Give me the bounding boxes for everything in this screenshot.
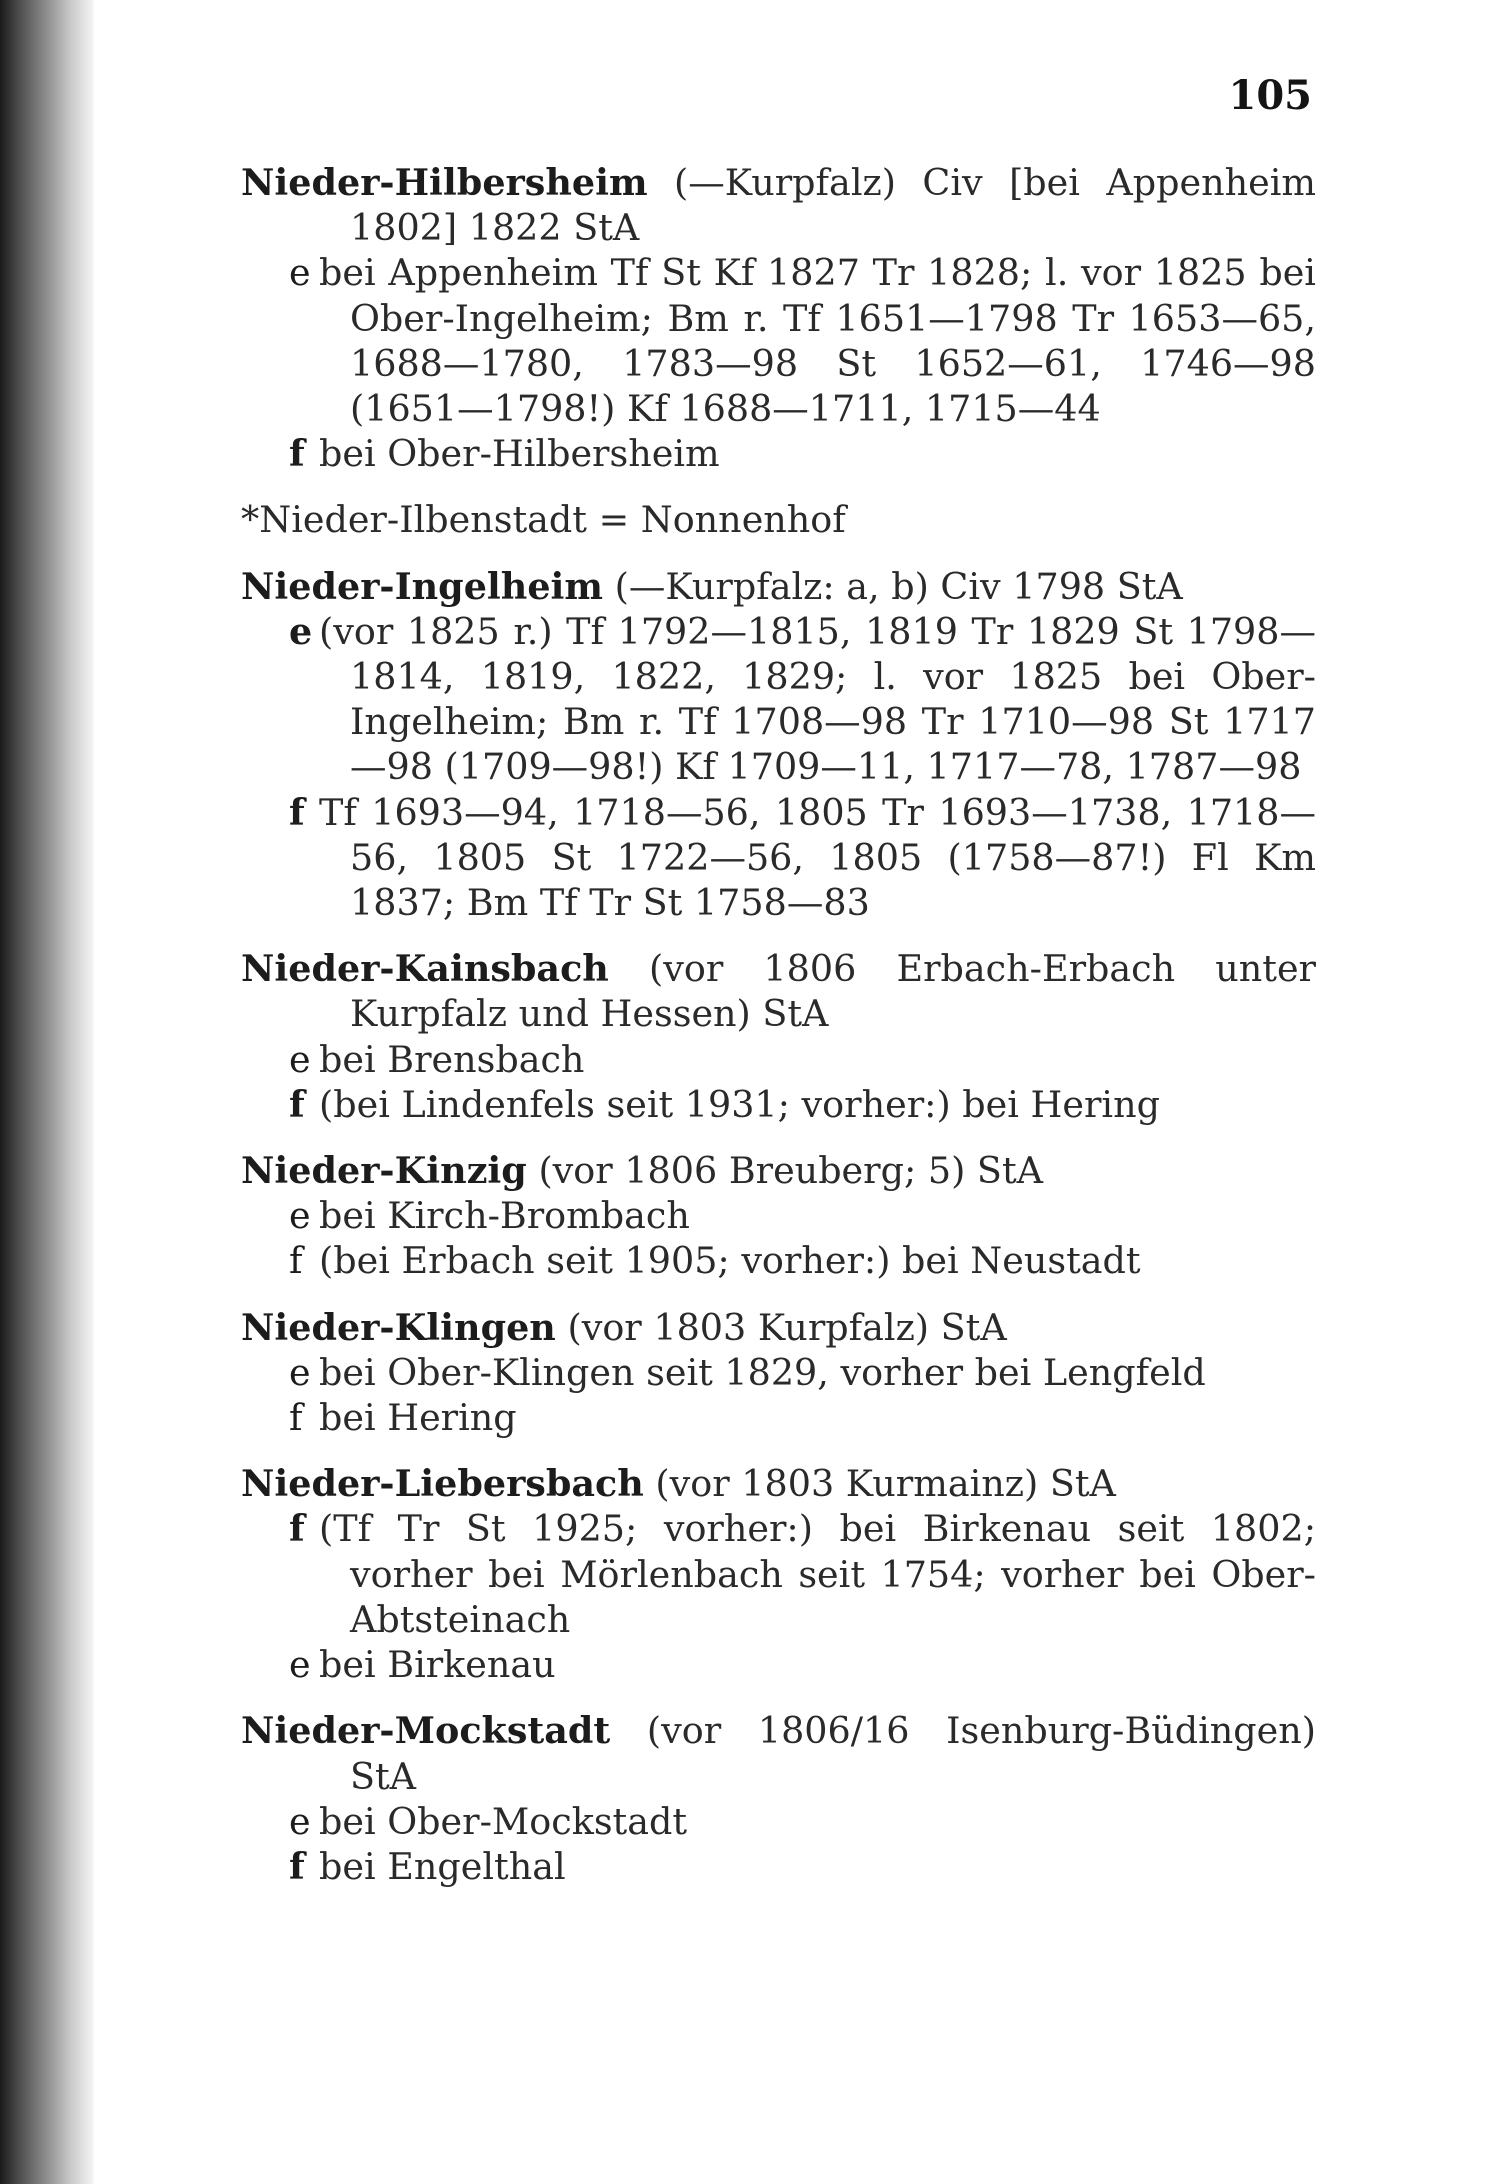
- gazetteer-text: [241, 160, 1316, 1910]
- entry-sub-text: bei Appenheim Tf St Kf 1827 Tr 1828; l. vor 1825 bei Ober-Ingelheim; Bm r. Tf 1651—1798 Tr 1653—65, 1688—1780, 1783—98 St 1652—61, 1746—98 (1651—1798!) Kf 1688—1711, 1715—44: [319, 251, 1316, 431]
- entry-sub-line: [241, 1037, 1316, 1082]
- page-number: 105: [1228, 72, 1312, 119]
- entry-sub-line: [241, 1082, 1316, 1127]
- entry-sub-text: Tf 1693—94, 1718—56, 1805 Tr 1693—1738, 1718—56, 1805 St 1722—56, 1805 (1758—87!) Fl Km 1837; Bm Tf Tr St 1758—83: [319, 790, 1316, 925]
- confession-marker: e: [289, 1194, 311, 1238]
- confession-marker: e: [289, 251, 311, 295]
- entry-nieder-kinzig: [241, 1148, 1316, 1284]
- entry-nieder-hilbersheim: [241, 160, 1316, 476]
- entry-heading: [241, 497, 1316, 542]
- entry-sub-text: (bei Erbach seit 1905; vorher:) bei Neustadt: [319, 1239, 1141, 1283]
- entry-sub-text: bei Birkenau: [319, 1643, 556, 1687]
- confession-marker: f: [289, 1239, 303, 1283]
- entry-sub-line: [241, 250, 1316, 431]
- entry-info: (—Kurpfalz: a, b) Civ 1798 StA: [614, 564, 1183, 608]
- entry-nieder-klingen: [241, 1305, 1316, 1441]
- entry-sub-text: bei Brensbach: [319, 1037, 585, 1081]
- entry-sub-text: bei Ober-Klingen seit 1829, vorher bei Lengfeld: [319, 1350, 1206, 1394]
- entry-headword: Nieder-Hilbersheim: [241, 161, 648, 204]
- entry-headword: Nieder-Ingelheim: [241, 564, 604, 608]
- entry-sub-line: [241, 1642, 1316, 1687]
- entry-sub-line: [241, 1506, 1316, 1642]
- entry-sub-line: [241, 790, 1316, 926]
- confession-marker: f: [289, 790, 305, 834]
- entry-info: = Nonnenhof: [598, 498, 846, 542]
- confession-marker: e: [289, 1799, 311, 1843]
- binding-gutter-shadow: [0, 0, 95, 2184]
- entry-headword: Nieder-Kainsbach: [241, 947, 609, 991]
- confession-marker: e: [289, 1643, 311, 1687]
- entry-info: (vor 1806 Breuberg; 5) StA: [538, 1149, 1043, 1193]
- entry-sub-line: [241, 1350, 1316, 1395]
- confession-marker: e: [289, 609, 313, 653]
- entry-nieder-mockstadt: [241, 1708, 1316, 1889]
- entry-heading: [241, 1461, 1316, 1506]
- entry-heading: [241, 946, 1316, 1036]
- entry-heading: [241, 1708, 1316, 1798]
- entry-info: (vor 1806 Erbach-Erbach unter Kurpfalz und Hessen) StA: [350, 947, 1316, 1036]
- entry-sub-text: (vor 1825 r.) Tf 1792—1815, 1819 Tr 1829 St 1798—1814, 1819, 1822, 1829; l. vor 1825 bei Ober-Ingelheim; Bm r. Tf 1708—98 Tr 1710—98 St 1717—98 (1709—98!) Kf 1709—11, 1717—78, 1787—98: [319, 609, 1316, 789]
- entry-nieder-ilbenstadt: [241, 497, 1316, 542]
- confession-marker: f: [289, 1396, 303, 1440]
- confession-marker: e: [289, 1350, 311, 1394]
- entry-sub-line: [241, 431, 1316, 476]
- entry-heading: [241, 160, 1316, 250]
- entry-sub-text: bei Kirch-Brombach: [319, 1194, 690, 1238]
- entry-sub-line: [241, 1844, 1316, 1889]
- entry-sub-line: [241, 1238, 1316, 1283]
- confession-marker: f: [289, 432, 305, 476]
- entry-sub-line: [241, 1395, 1316, 1440]
- entry-headword: Nieder-Mockstadt: [241, 1709, 611, 1753]
- entry-sub-line: [241, 609, 1316, 790]
- entry-info: (vor 1803 Kurmainz) StA: [655, 1462, 1116, 1506]
- entry-headword: Nieder-Liebersbach: [241, 1462, 644, 1506]
- entry-sub-text: bei Ober-Hilbersheim: [319, 432, 720, 476]
- entry-sub-text: bei Hering: [319, 1396, 517, 1440]
- entry-sub-line: [241, 1799, 1316, 1844]
- entry-headword: *Nieder-Ilbenstadt: [241, 498, 587, 542]
- confession-marker: e: [289, 1037, 311, 1081]
- entry-info: (vor 1806/16 Isenburg-Büdingen) StA: [350, 1709, 1316, 1798]
- entry-headword: Nieder-Klingen: [241, 1305, 556, 1349]
- entry-nieder-kainsbach: [241, 946, 1316, 1127]
- entry-sub-text: bei Ober-Mockstadt: [319, 1799, 688, 1843]
- entry-sub-text: bei Engelthal: [319, 1844, 566, 1888]
- entry-heading: [241, 564, 1316, 609]
- entry-info: (—Kurpfalz) Civ [bei Appenheim 1802] 1822 StA: [350, 161, 1316, 250]
- entry-headword: Nieder-Kinzig: [241, 1149, 527, 1193]
- entry-nieder-liebersbach: [241, 1461, 1316, 1687]
- confession-marker: f: [289, 1507, 305, 1551]
- entry-sub-line: [241, 1193, 1316, 1238]
- confession-marker: f: [289, 1844, 305, 1888]
- entry-sub-text: (bei Lindenfels seit 1931; vorher:) bei Hering: [319, 1082, 1160, 1126]
- entry-heading: [241, 1305, 1316, 1350]
- entry-heading: [241, 1148, 1316, 1193]
- entry-sub-text: (Tf Tr St 1925; vorher:) bei Birkenau seit 1802; vorher bei Mörlenbach seit 1754; vorher bei Ober-Abtsteinach: [319, 1507, 1316, 1641]
- confession-marker: f: [289, 1082, 305, 1126]
- entry-nieder-ingelheim: [241, 564, 1316, 926]
- entry-info: (vor 1803 Kurpfalz) StA: [567, 1305, 1007, 1349]
